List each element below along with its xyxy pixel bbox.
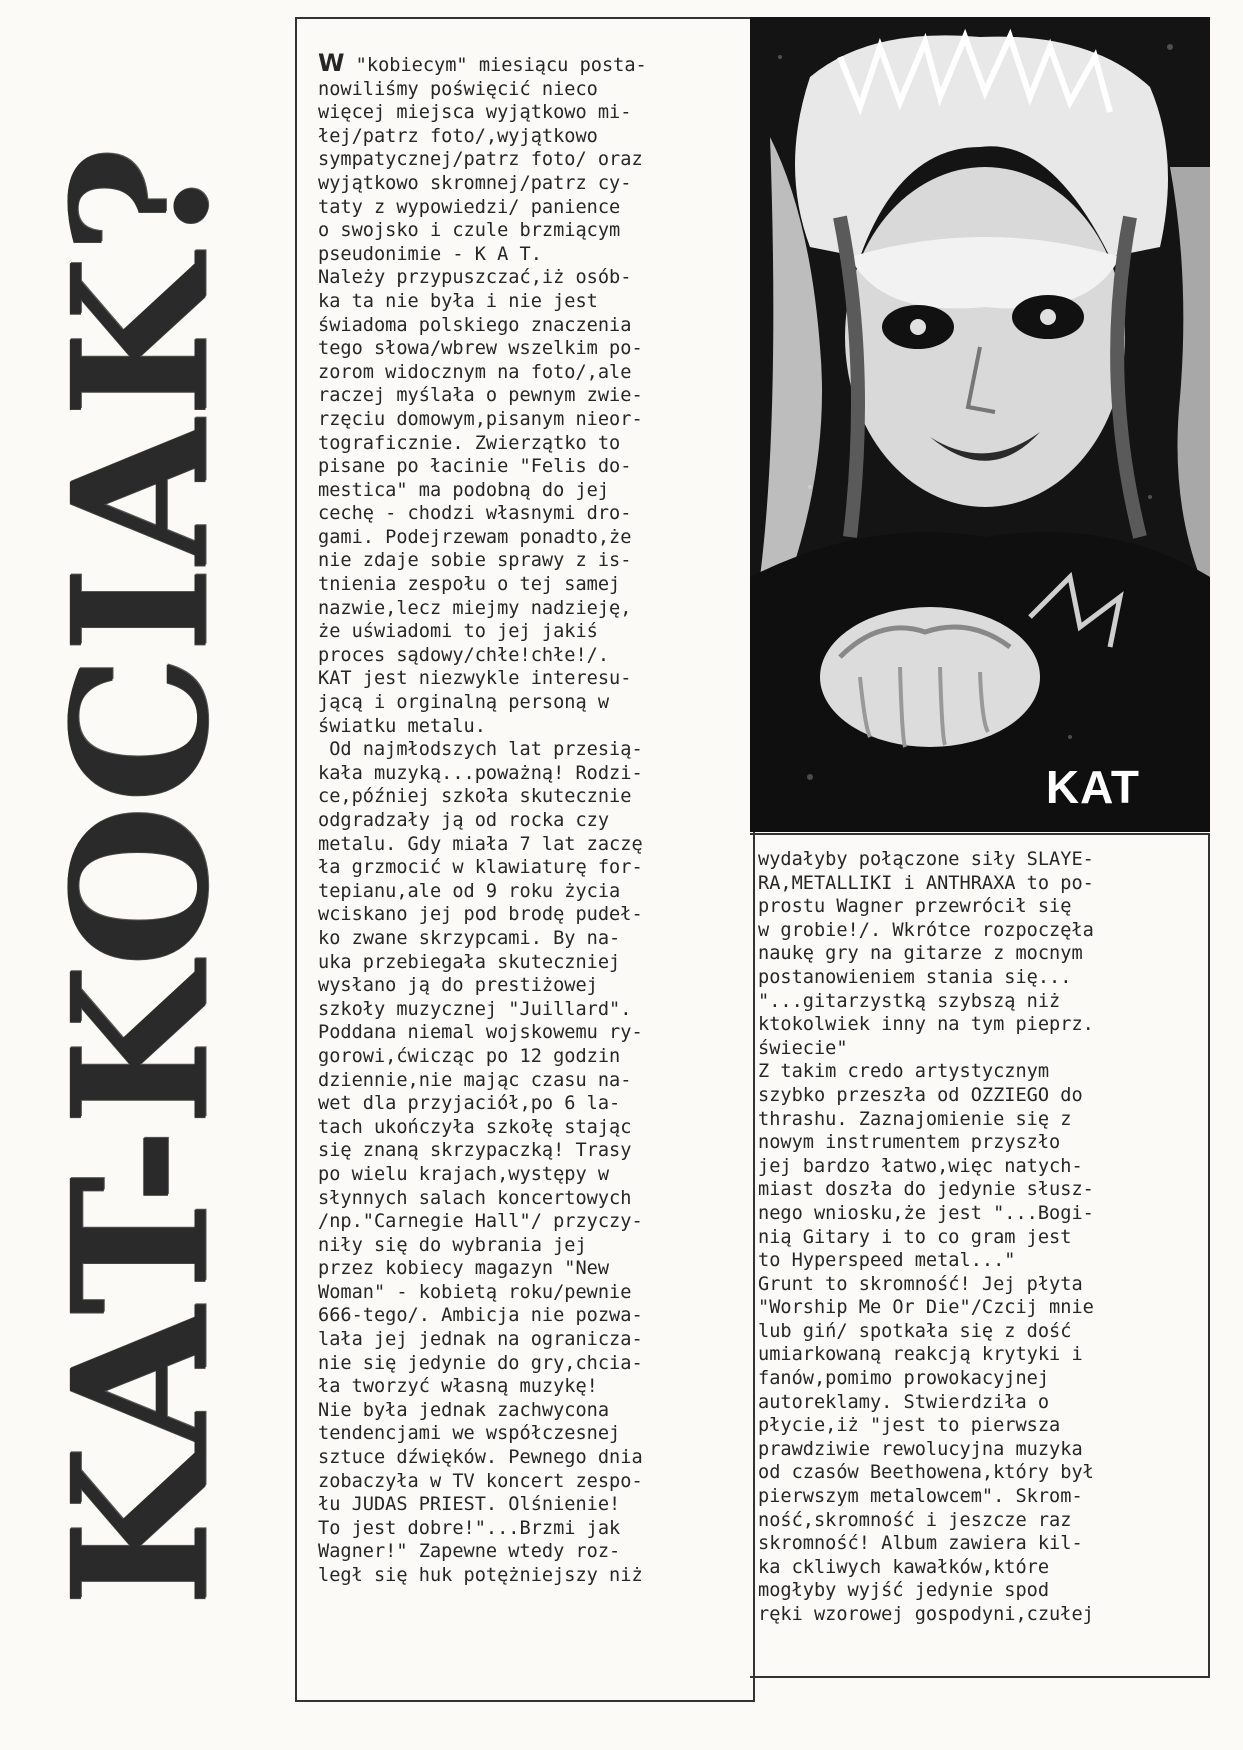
- dropcap: W: [318, 49, 345, 77]
- left-line: światku metalu.: [318, 715, 486, 737]
- left-line: nie zdaje sobie sprawy z is-: [318, 550, 632, 572]
- right-line: Z takim credo artystycznym: [758, 1061, 1050, 1083]
- right-line: RA,METALLIKI i ANTHRAXA to po-: [758, 872, 1094, 894]
- left-line: Wagner!" Zapewne wtedy roz-: [318, 1541, 621, 1563]
- left-line: odgradzały ją od rocka czy: [318, 810, 610, 831]
- left-line: dziennie,nie mając czasu na-: [318, 1069, 632, 1091]
- right-line: jej bardzo łatwo,więc natych-: [758, 1155, 1083, 1177]
- left-column-text: [318, 49, 647, 1588]
- left-line: sztuce dźwięków. Pewnego dnia: [318, 1447, 643, 1469]
- left-line: rzęciu domowym,pisanym nieor-: [318, 408, 643, 430]
- right-line: "...gitarzystką szybszą niż: [758, 990, 1061, 1012]
- first-line: [318, 49, 647, 77]
- right-line: "Worship Me Or Die"/Czcij mnie: [758, 1297, 1094, 1319]
- right-line: prawdziwie rewolucyjna muzyka: [758, 1438, 1083, 1460]
- left-line: metalu. Gdy miała 7 lat zaczę: [318, 833, 643, 855]
- left-line: cechę - chodzi własnymi dro-: [318, 503, 632, 525]
- right-column-text: [758, 848, 1094, 1627]
- right-line: ka ckliwych kawałków,które: [758, 1556, 1050, 1578]
- right-line: szybko przeszła od OZZIEGO do: [758, 1084, 1083, 1106]
- left-line: Woman" - kobietą roku/pewnie: [318, 1281, 632, 1303]
- left-line: o swojsko i czule brzmiącym: [318, 220, 621, 242]
- right-line: od czasów Beethowena,który był: [758, 1462, 1094, 1484]
- left-line: gorowi,ćwicząc po 12 godzin: [318, 1045, 621, 1067]
- left-line: raczej myślała o pewnym zwie-: [318, 385, 643, 407]
- first-line-rest: "kobiecym" miesiącu posta-: [344, 55, 647, 76]
- left-line: nie się jedynie do gry,chcia-: [318, 1352, 643, 1374]
- right-line: postanowieniem stania się...: [758, 966, 1072, 988]
- right-line: w grobie!/. Wkrótce rozpoczęła: [758, 919, 1094, 941]
- left-line: ko zwane skrzypcami. By na-: [318, 927, 621, 949]
- right-line: to Hyperspeed metal...": [758, 1250, 1016, 1272]
- left-line: ce,później szkoła skutecznie: [318, 786, 632, 808]
- left-line: wysłano ją do prestiżowej: [318, 975, 598, 997]
- right-line: lub giń/ spotkała się z dość: [758, 1320, 1072, 1342]
- left-line: mestica" ma podobną do jej: [318, 479, 610, 501]
- left-line: Należy przypuszczać,iż osób-: [318, 267, 632, 289]
- right-line: nego wniosku,że jest "...Bogi-: [758, 1202, 1094, 1224]
- right-line: nią Gitary i to co gram jest: [758, 1226, 1072, 1248]
- right-line: naukę gry na gitarze z mocnym: [758, 943, 1083, 965]
- left-line: taty z wypowiedzi/ panience: [318, 196, 621, 218]
- left-line: Od najmłodszych lat przesią-: [318, 739, 643, 761]
- right-line: pierwszym metalowcem". Skrom-: [758, 1486, 1083, 1508]
- right-line: świecie": [758, 1037, 848, 1059]
- left-line: przez kobiecy magazyn "New: [318, 1258, 610, 1280]
- left-line: legł się huk potężniejszy niż: [318, 1565, 643, 1586]
- left-line: uka przebiegała skuteczniej: [318, 951, 621, 973]
- left-line: ła tworzyć własną muzykę!: [318, 1376, 598, 1398]
- left-line: tach ukończyła szkołę stając: [318, 1116, 632, 1138]
- left-line: się znaną skrzypaczką! Trasy: [318, 1140, 632, 1162]
- left-lines: [318, 78, 647, 1588]
- right-line: nowym instrumentem przyszło: [758, 1132, 1061, 1154]
- right-line: fanów,pomimo prowokacyjnej: [758, 1368, 1050, 1390]
- left-line: pisane po łacinie "Felis do-: [318, 456, 632, 478]
- left-line: ka ta nie była i nie jest: [318, 290, 598, 312]
- right-line: ktokolwiek inny na tym pieprz.: [758, 1014, 1094, 1036]
- right-line: thrashu. Zaznajomienie się z: [758, 1108, 1072, 1130]
- left-line: zobaczyła w TV koncert zespo-: [318, 1470, 643, 1492]
- left-line: Poddana niemal wojskowemu ry-: [318, 1022, 643, 1044]
- left-line: To jest dobre!"...Brzmi jak: [318, 1517, 621, 1539]
- photo-illustration: [750, 17, 1210, 832]
- left-line: świadoma polskiego znaczenia: [318, 314, 632, 336]
- left-line: niły się do wybrania jej: [318, 1234, 587, 1256]
- left-line: proces sądowy/chłe!chłe!/.: [318, 644, 610, 666]
- left-line: łu JUDAS PRIEST. Olśnienie!: [318, 1494, 621, 1516]
- left-line: tendencjami we współczesnej: [318, 1423, 621, 1445]
- left-line: nowiliśmy poświęcić nieco: [318, 78, 598, 100]
- left-line: Nie była jednak zachwycona: [318, 1399, 610, 1421]
- right-line: autoreklamy. Stwierdziła o: [758, 1391, 1050, 1413]
- left-line: sympatycznej/patrz foto/ oraz: [318, 149, 643, 171]
- left-line: tego słowa/wbrew wszelkim po-: [318, 338, 643, 360]
- left-line: łej/patrz foto/,wyjątkowo: [318, 125, 598, 147]
- left-line: zorom widocznym na foto/,ale: [318, 361, 632, 383]
- left-line: kała muzyką...poważną! Rodzi-: [318, 762, 643, 784]
- photo: [750, 17, 1210, 832]
- left-line: więcej miejsca wyjątkowo mi-: [318, 102, 632, 124]
- left-line: wciskano jej pod brodę pudeł-: [318, 904, 643, 926]
- left-line: /np."Carnegie Hall"/ przyczy-: [318, 1211, 643, 1233]
- title-strip: [20, 30, 260, 1720]
- left-line: jącą i orginalną personą w: [318, 692, 610, 714]
- left-line: gami. Podejrzewam ponadto,że: [318, 526, 632, 548]
- left-line: KAT jest niezwykle interesu-: [318, 668, 632, 690]
- right-line: Grunt to skromność! Jej płyta: [758, 1273, 1083, 1295]
- left-line: szkoły muzycznej "Juillard".: [318, 998, 632, 1020]
- right-lines: [758, 848, 1094, 1627]
- left-line: ła grzmocić w klawiaturę for-: [318, 857, 643, 879]
- left-line: słynnych salach koncertowych: [318, 1187, 632, 1209]
- left-line: po wielu krajach,występy w: [318, 1163, 610, 1185]
- article-title: KAT-KOCIAK?: [30, 143, 250, 1607]
- right-line: miast doszła do jedynie słusz-: [758, 1179, 1094, 1201]
- right-line: umiarkowaną reakcją krytyki i: [758, 1344, 1083, 1366]
- left-line: lała jej jednak na ogranicza-: [318, 1329, 643, 1351]
- photo-caption: KAT: [1045, 761, 1140, 813]
- left-line: tnienia zespołu o tej samej: [318, 574, 621, 596]
- right-line: prostu Wagner przewrócił się: [758, 896, 1072, 918]
- left-line: wyjątkowo skromnej/patrz cy-: [318, 172, 632, 194]
- left-line: tograficznie. Zwierzątko to: [318, 432, 621, 454]
- left-line: tepianu,ale od 9 roku życia: [318, 880, 621, 902]
- left-line: wet dla przyjaciół,po 6 la-: [318, 1093, 621, 1115]
- right-line: płycie,iż "jest to pierwsza: [758, 1415, 1061, 1437]
- right-line: ność,skromność i jeszcze raz: [758, 1509, 1072, 1531]
- left-line: 666-tego/. Ambicja nie pozwa-: [318, 1305, 643, 1327]
- right-line: wydałyby połączone siły SLAYE-: [758, 849, 1094, 870]
- right-line: mogłyby wyjść jedynie spod: [758, 1580, 1050, 1602]
- left-line: nazwie,lecz miejmy nadzieję,: [318, 597, 632, 619]
- right-line: skromność! Album zawiera kil-: [758, 1533, 1083, 1555]
- right-line: ręki wzorowej gospodyni,czułej: [758, 1604, 1094, 1625]
- left-line: pseudonimie - K A T.: [318, 243, 542, 265]
- left-line: że uświadomi to jej jakiś: [318, 621, 598, 643]
